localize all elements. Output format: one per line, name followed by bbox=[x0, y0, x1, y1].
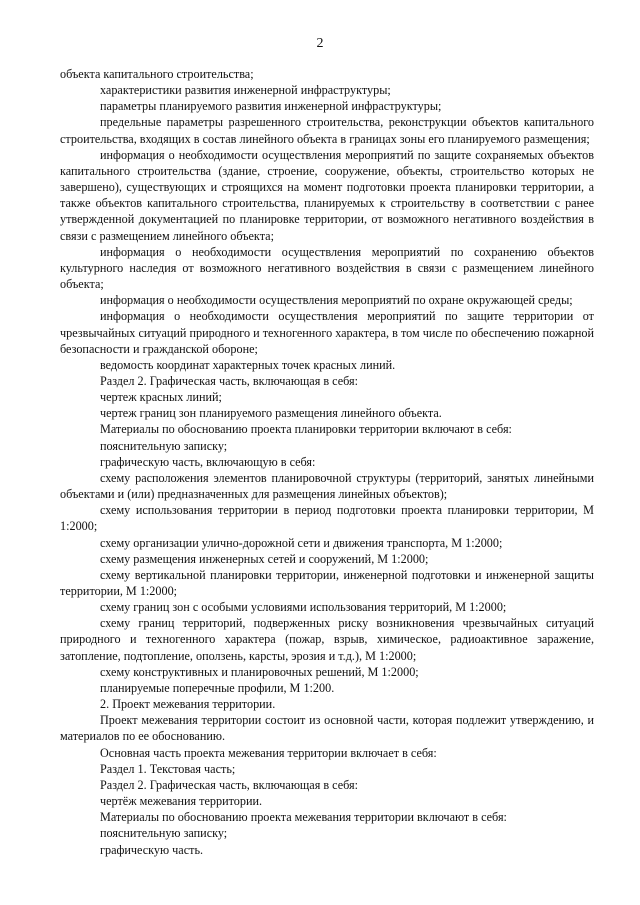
paragraph: Раздел 1. Текстовая часть; bbox=[100, 761, 236, 776]
paragraph: пояснительную записку; bbox=[100, 826, 228, 841]
paragraph: 2. Проект межевания территории. bbox=[100, 697, 276, 712]
paragraph: Раздел 2. Графическая часть, включающая в себя: bbox=[100, 777, 359, 792]
paragraph: схему границ территорий, подверженных риску возникновения чрезвычайных ситуаций природного и техногенного характера (пожар, взрыв, химическое, радиоактивное заражение, затопление, подтопление, оползень, карсты, эрозия и т.д.), М 1:2000; bbox=[60, 616, 594, 663]
paragraph: схему использования территории в период подготовки проекта планировки территории, М 1:2000; bbox=[60, 503, 594, 534]
paragraph: графическую часть, включающую в себя: bbox=[100, 454, 316, 469]
paragraph: предельные параметры разрешенного строительства, реконструкции объектов капитального строительства, входящих в состав линейного объекта в границах зоны его планируемого размещения; bbox=[60, 115, 594, 146]
paragraph: схему организации улично-дорожной сети и движения транспорта, М 1:2000; bbox=[100, 535, 503, 550]
paragraph: пояснительную записку; bbox=[100, 438, 228, 453]
paragraph: Материалы по обоснованию проекта межевания территории включают в себя: bbox=[100, 810, 507, 825]
paragraph: Раздел 2. Графическая часть, включающая в себя: bbox=[100, 373, 359, 388]
paragraph: информация о необходимости осуществления мероприятий по защите территории от чрезвычайных ситуаций природного и техногенного характера, в том числе по обеспечению пожарной безопасности и гражданской обороне; bbox=[60, 309, 594, 356]
paragraph: информация о необходимости осуществления мероприятий по защите сохраняемых объектов капитального строительства (здание, строение, сооружение, объекты, строительство которых не завершено), существующих и строящихся на момент подготовки проекта планировки территории, а также объектов капитального строительства, планируемых к строительству в соответствии с ранее утвержденной документацией по планировке территории, от возможного негативного воздействия в связи с размещением линейного объекта; bbox=[60, 147, 594, 243]
paragraph: схему конструктивных и планировочных решений, М 1:2000; bbox=[100, 664, 419, 679]
paragraph: Основная часть проекта межевания территории включает в себя: bbox=[100, 745, 437, 760]
paragraph: схему границ зон с особыми условиями использования территорий, М 1:2000; bbox=[100, 600, 507, 615]
paragraph: схему расположения элементов планировочной структуры (территорий, занятых линейными объектами и (или) предназначенных для размещения линейных объектов); bbox=[60, 470, 594, 502]
paragraph: Проект межевания территории состоит из основной части, которая подлежит утверждению, и материалов по ее обоснованию. bbox=[60, 713, 594, 744]
page-number: 2 bbox=[316, 36, 324, 51]
paragraph: информация о необходимости осуществления мероприятий по охране окружающей среды; bbox=[100, 293, 573, 308]
document-body bbox=[60, 66, 594, 858]
paragraph: параметры планируемого развития инженерной инфраструктуры; bbox=[100, 99, 442, 114]
paragraph: чертёж межевания территории. bbox=[100, 794, 263, 809]
paragraph: ведомость координат характерных точек красных линий. bbox=[100, 357, 396, 372]
paragraph: чертеж красных линий; bbox=[100, 390, 222, 405]
paragraph: схему размещения инженерных сетей и сооружений, М 1:2000; bbox=[100, 551, 429, 566]
paragraph: характеристики развития инженерной инфраструктуры; bbox=[100, 83, 391, 98]
paragraph: графическую часть. bbox=[100, 842, 204, 857]
paragraph: объекта капитального строительства; bbox=[60, 67, 254, 81]
paragraph: Материалы по обоснованию проекта планировки территории включают в себя: bbox=[100, 422, 512, 437]
paragraph: схему вертикальной планировки территории, инженерной подготовки и инженерной защиты территории, М 1:2000; bbox=[60, 567, 594, 598]
paragraph: чертеж границ зон планируемого размещения линейного объекта. bbox=[100, 406, 442, 421]
paragraph: информация о необходимости осуществления мероприятий по сохранению объектов культурного наследия от возможного негативного воздействия в связи с размещением линейного объекта; bbox=[60, 244, 594, 292]
paragraph: планируемые поперечные профили, М 1:200. bbox=[100, 680, 335, 695]
